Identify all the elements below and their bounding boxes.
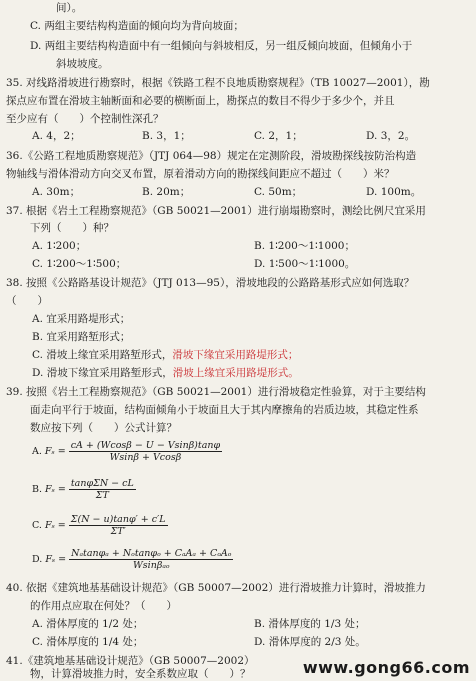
formula-fraction xyxy=(69,514,168,537)
q37-stem: 37. 根据《岩土工程勘察规范》（GB 50021—2001）进行崩塌勘察时，测绘比例尺宜采用 xyxy=(6,205,426,217)
q37-option-b: B. 1∶200～1∶1000； xyxy=(254,240,355,252)
formula-label: A. xyxy=(32,446,42,457)
watermark-text: www.gong66.com xyxy=(302,658,470,677)
q35-stem: 至少应有（ ）个控制性深孔？ xyxy=(6,113,164,125)
q35-stem: 探点应布置在滑坡主轴断面和必要的横断面上，勘探点的数目不得少于多少个，并且 xyxy=(6,95,395,107)
q34-option-c: C. 两组主要结构构造面的倾向均为背向坡面； xyxy=(30,20,244,32)
q35-stem: 35. 对线路滑坡进行勘察时，根据《铁路工程不良地质勘察规程》（TB 10027—2001），勘 xyxy=(6,77,430,89)
q35-option-d: D. 3，2。 xyxy=(366,130,416,142)
formula-numerator: tanφΣN − cL xyxy=(70,478,134,489)
q39-stem: 数应按下列（ ）公式计算？ xyxy=(30,422,177,434)
q38-option-c-highlight: 滑坡下缘宜采用路堤形式； xyxy=(172,349,299,361)
q38-stem: （ ） xyxy=(6,295,48,307)
formula-fraction xyxy=(69,440,222,463)
formula-fraction xyxy=(69,548,233,571)
formula-denominator: ΣT xyxy=(95,490,109,501)
q37-option-a: A. 1∶200； xyxy=(32,240,87,252)
q38-option-d xyxy=(32,367,299,380)
q36-option-d: D. 100m。 xyxy=(366,186,422,198)
formula-numerator: Σ(N − u)tanφ′ + c′L xyxy=(70,514,166,525)
q39-stem: 39. 按照《岩土工程勘察规范》（GB 50021—2001）进行滑坡稳定性验算，对于主要结构 xyxy=(6,386,426,398)
q40-option-d: D. 滑体厚度的 2/3 处。 xyxy=(254,636,366,648)
q38-option-c xyxy=(32,349,298,362)
q36-stem: 36.《公路工程地质勘察规范》（JTJ 064—98）规定在定测阶段，滑坡勘探线按防治构造 xyxy=(6,150,417,162)
q40-option-b: B. 滑体厚度的 1/3 处； xyxy=(254,618,366,630)
formula-numerator: cA + (Wcosβ − U − Vsinβ)tanφ xyxy=(70,440,221,451)
formula-denominator: Wsinβₐₒ xyxy=(133,560,170,571)
text-line: 斜坡坡度。 xyxy=(56,58,109,70)
formula-lhs: Fₛ = xyxy=(45,554,67,565)
q39-stem: 面走向平行于坡面，结构面倾角小于坡面且大于其内摩擦角的岩质边坡，其稳定性系 xyxy=(30,404,419,416)
formula-label: D. xyxy=(32,554,43,565)
q36-stem: 物轴线与滑体滑动方向交叉布置，原着滑动方向的勘探线间距应不超过（ ）米？ xyxy=(6,168,395,180)
q38-option-b: B. 宜采用路堑形式； xyxy=(32,331,131,343)
q40-option-a: A. 滑体厚度的 1/2 处； xyxy=(32,618,144,630)
q39-formula-d xyxy=(32,548,233,571)
formula-numerator: Nₐtanφₐ + Nₒtanφₒ + CₐAₐ + CₒAₒ xyxy=(71,548,232,559)
q36-option-a: A. 30m； xyxy=(32,186,81,198)
q35-option-a: A. 4，2； xyxy=(32,130,81,142)
formula-denominator: ΣT′ xyxy=(110,526,126,537)
q34-option-d: D. 两组主要结构构造面中有一组倾向与斜坡相反，另一组反倾向坡面，但倾角小于 xyxy=(30,40,413,52)
q37-option-c: C. 1∶200～1∶500； xyxy=(32,258,127,270)
q36-option-c: C. 50m； xyxy=(254,186,303,198)
q38-option-d-highlight: 滑坡上缘宜采用路堤形式。 xyxy=(172,367,299,379)
q40-option-c: C. 滑体厚度的 1/4 处； xyxy=(32,636,144,648)
formula-lhs: Fₛ = xyxy=(44,446,66,457)
q41-stem: 物，计算滑坡推力时，安全系数应取（ ）？ xyxy=(30,668,251,680)
q35-option-b: B. 3，1； xyxy=(142,130,191,142)
formula-fraction xyxy=(69,478,136,501)
q38-stem: 38. 按照《公路路基设计规范》（JTJ 013—95），滑坡地段的公路路基形式应如何选取？ xyxy=(6,277,415,289)
q38-option-c-text: C. 滑坡上缘宜采用路堑形式， xyxy=(32,349,173,361)
q40-stem: 40. 依据《建筑地基基础设计规范》（GB 50007—2002）进行滑坡推力计算时，滑坡推力 xyxy=(6,582,426,594)
q38-option-a: A. 宜采用路堤形式； xyxy=(32,313,131,325)
formula-lhs: Fₛ = xyxy=(45,484,66,495)
formula-label: C. xyxy=(32,520,42,531)
q37-stem: 下列（ ）种？ xyxy=(30,222,114,234)
formula-label: B. xyxy=(32,484,43,495)
q39-formula-a xyxy=(32,440,222,463)
q39-formula-c xyxy=(32,514,168,537)
formula-lhs: Fₛ = xyxy=(44,520,66,531)
q36-option-b: B. 20m； xyxy=(142,186,191,198)
q37-option-d: D. 1∶500～1∶1000。 xyxy=(254,258,356,270)
q38-option-d-text: D. 滑坡下缘宜采用路堑形式， xyxy=(32,367,173,379)
q41-stem: 41.《建筑地基基础设计规范》（GB 50007—2002） xyxy=(6,655,255,667)
q39-formula-b xyxy=(32,478,136,501)
formula-denominator: Wsinβ + Vcosβ xyxy=(109,452,182,463)
q35-option-c: C. 2，1； xyxy=(254,130,303,142)
text-line: 间）。 xyxy=(56,2,83,14)
q40-stem: 的作用点应取在何处？（ ） xyxy=(30,600,177,612)
